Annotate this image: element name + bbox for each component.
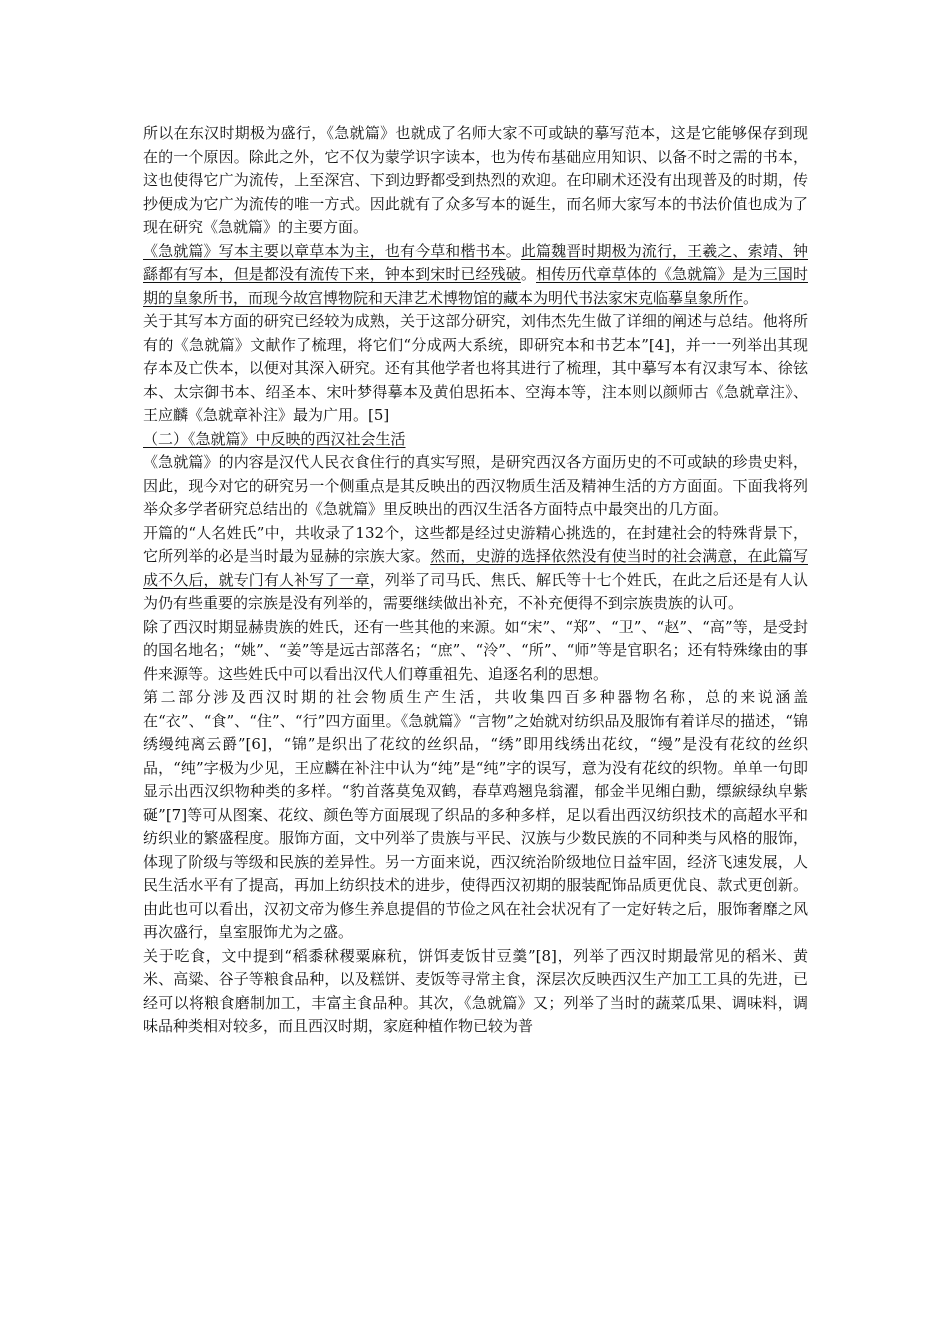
paragraph-6 [143, 522, 808, 616]
sentence-punctuation: 。 [520, 265, 537, 283]
underlined-sentence: 此篇魏晋时期极为流行，王羲之、索靖、钟繇都有写本，但是都没有流传下来，钟本到宋时已经残破 [143, 241, 808, 283]
paragraph-5 [143, 451, 808, 522]
sentence-punctuation: 。 [505, 241, 521, 260]
paragraph-text: 关于吃食，文中提到“稻黍秫稷粟麻秔，饼饵麦饭甘豆羹”[8]，列举了西汉时期最常见的稻米、黄米、高粱、谷子等粮食品种，以及糕饼、麦饭等寻常主食，深层次反映西汉生产加工工具的先进，已经可以将粮食磨制加工，丰富主食品种。其次，《急就篇》又；列举了当时的蔬菜瓜果、调味料，调味品种类相对较多，而且西汉时期，家庭种植作物已较为普 [143, 946, 808, 1035]
underlined-sentence: 相传历代章草体的《急就篇》是为三国时期的皇象所书，而现今故宫博物院和天津艺术博物馆的藏本为明代书法家宋克临摹皇象所作 [143, 265, 808, 307]
section-heading-text: （二）《急就篇》中反映的西汉社会生活 [143, 429, 406, 448]
paragraph-9 [143, 945, 808, 1039]
underlined-sentence: 《急就篇》写本主要以章草本为主，也有今草和楷书本 [143, 241, 506, 260]
paragraph-8 [143, 686, 808, 945]
paragraph-text: ，列举了司马氏、焦氏、解氏等十七个姓氏，在此之后还是有人认为仍有些重要的宗族是没有列举的，需要继续做出补充，不补充便得不到宗族贵族的认可。 [143, 570, 808, 612]
paragraph-text: 《急就篇》的内容是汉代人民衣食住行的真实写照，是研究西汉各方面历史的不可或缺的珍贵史料，因此，现今对它的研究另一个侧重点是其反映出的西汉物质生活及精神生活的方方面面。下面我将列举众多学者研究总结出的《急就篇》里反映出的西汉生活各方面特点中最突出的几方面。 [143, 453, 808, 518]
paragraph-7 [143, 616, 808, 687]
section-heading [143, 428, 808, 452]
underlined-sentence: 然而，史游的选择依然没有使当时的社会满意，在此篇写成不久后，就专门有人补写了一章 [143, 547, 808, 589]
paragraph-text: 除了西汉时期显赫贵族的姓氏，还有一些其他的来源。如“宋”、“郑”、“卫”、“赵”、“高”等，是受封的国名地名；“姚”、“姜”等是远古部落名；“庶”、“泠”、“所”、“师”等是官职名；还有特殊缘由的事件来源等。这些姓氏中可以看出汉代人们尊重祖先、追逐名利的思想。 [143, 617, 808, 683]
paragraph-3 [143, 310, 808, 428]
paragraph-text: 第二部分涉及西汉时期的社会物质生产生活，共收集四百多种器物名称，总的来说涵盖在“衣”、“食”、“住”、“行”四方面里。《急就篇》“言物”之始就对纺织品及服饰有着详尽的描述，“锦绣缦纯离云爵”[6]，“锦”是织出了花纹的丝织品，“绣”即用线绣出花纹，“缦”是没有花纹的丝织品，“纯”字极为少见，王应麟在补注中认为“纯”是“纯”字的误写，意为没有花纹的织物。单单一句即显示出西汉织物种类的多样。“豹首落莫兔双鹤，春草鸡翘凫翁濯，郁金半见缃白勳，缥綟绿纨皁紫硟”[7]等可从图案、花纹、颜色等方面展现了织品的多种多样，足以看出西汉纺织技术的高超水平和纺织业的繁盛程度。服饰方面，文中列举了贵族与平民、汉族与少数民族的不同种类与风格的服饰，体现了阶级与等级和民族的差异性。另一方面来说，西汉统治阶级地位日益牢固，经济飞速发展，人民生活水平有了提高，再加上纺织技术的进步，使得西汉初期的服装配饰品质更优良、款式更创新。由此也可以看出，汉初文帝为修生养息提倡的节俭之风在社会状况有了一定好转之后，服饰奢靡之风再次盛行，皇室服饰尤为之盛。 [143, 688, 808, 941]
sentence-punctuation: 。 [743, 288, 759, 307]
document-body [143, 122, 808, 1039]
paragraph-text: 所以在东汉时期极为盛行，《急就篇》也就成了名师大家不可或缺的摹写范本，这是它能够保存到现在的一个原因。除此之外，它不仅为蒙学识字读本，也为传布基础应用知识、以备不时之需的书本，这也使得它广为流传，上至深宫、下到边野都受到热烈的欢迎。在印刷术还没有出现普及的时期，传抄便成为它广为流传的唯一方式。因此就有了众多写本的诞生，而名师大家写本的书法价值也成为了现在研究《急就篇》的主要方面。 [143, 124, 808, 236]
paragraph-2-underlined [143, 240, 808, 311]
paragraph-text: 开篇的“人名姓氏”中，共收录了132个，这些都是经过史游精心挑选的，在封建社会的特殊背景下，它所列举的必是当时最为显赫的宗族大家。 [143, 523, 808, 565]
paragraph-text: 关于其写本方面的研究已经较为成熟，关于这部分研究，刘伟杰先生做了详细的阐述与总结。他将所有的《急就篇》文献作了梳理，将它们“分成两大系统，即研究本和书艺本”[4]，并一一列举出其现存本及亡佚本，以便对其深入研究。还有其他学者也将其进行了梳理，其中摹写本有汉隶写本、徐铉本、太宗御书本、绍圣本、宋叶梦得摹本及黄伯思拓本、空海本等，注本则以颜师古《急就章注》、王应麟《急就章补注》最为广用。[5] [143, 312, 808, 424]
paragraph-1 [143, 122, 808, 240]
